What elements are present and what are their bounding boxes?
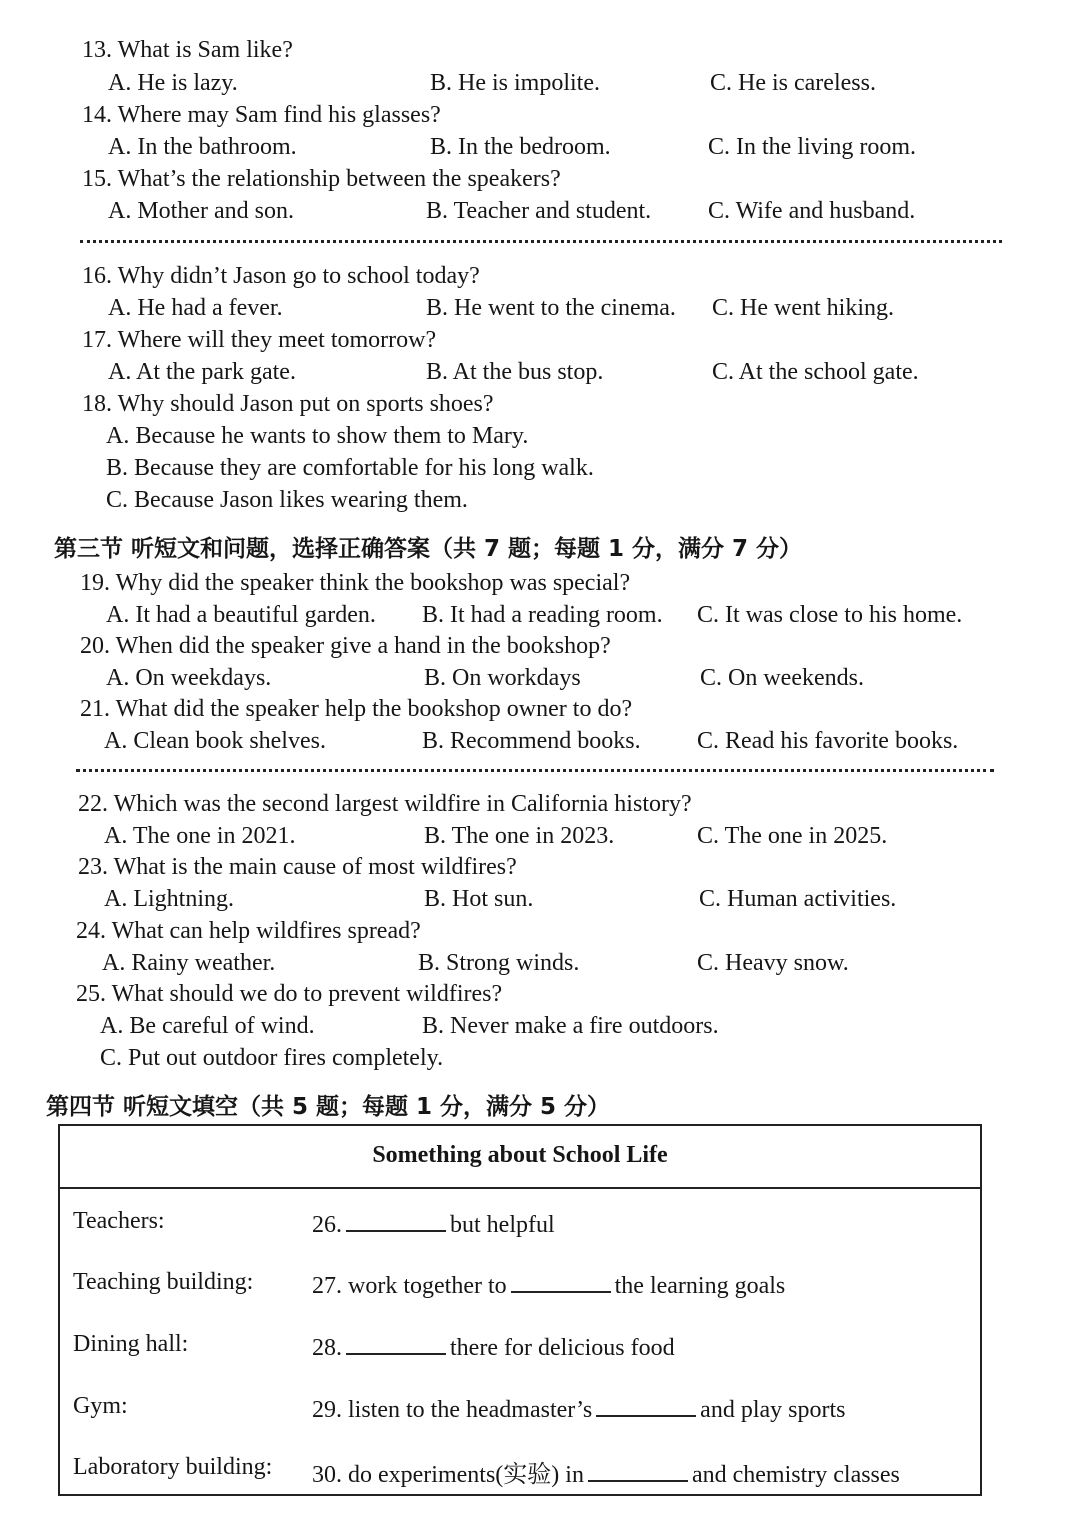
- answer-blank-26[interactable]: [346, 1208, 446, 1232]
- question-21: 21. What did the speaker help the bookshop owner to do?: [80, 696, 633, 722]
- question-22: 22. Which was the second largest wildfire in California history?: [78, 791, 692, 817]
- question-19: 19. Why did the speaker think the bookshop was special?: [80, 570, 631, 596]
- row-label-gym: Gym:: [73, 1393, 128, 1419]
- q14-option-b: B. In the bedroom.: [430, 134, 611, 160]
- q17-option-b: B. At the bus stop.: [426, 359, 604, 385]
- q15-option-c: C. Wife and husband.: [708, 198, 916, 224]
- q24-option-b: B. Strong winds.: [418, 950, 580, 976]
- q23-option-c: C. Human activities.: [699, 886, 897, 912]
- row-fill-28: [312, 1331, 675, 1362]
- row-label-teaching-building: Teaching building:: [73, 1269, 254, 1295]
- fill-27-suffix: the learning goals: [614, 1273, 786, 1299]
- question-16: 16. Why didn’t Jason go to school today?: [82, 263, 480, 289]
- answer-blank-28[interactable]: [346, 1331, 446, 1355]
- answer-blank-27[interactable]: [511, 1269, 611, 1293]
- q19-option-c: C. It was close to his home.: [697, 602, 963, 628]
- q19-option-b: B. It had a reading room.: [422, 602, 663, 628]
- row-fill-27: [312, 1269, 785, 1300]
- q21-option-b: B. Recommend books.: [422, 728, 641, 754]
- row-label-teachers: Teachers:: [73, 1208, 165, 1234]
- q16-option-a: A. He had a fever.: [108, 295, 283, 321]
- q13-option-b: B. He is impolite.: [430, 70, 600, 96]
- question-24: 24. What can help wildfires spread?: [76, 918, 421, 944]
- dotted-divider-1: [80, 240, 1002, 243]
- q22-option-a: A. The one in 2021.: [104, 823, 296, 849]
- q25-option-c: C. Put out outdoor fires completely.: [100, 1045, 444, 1071]
- question-14: 14. Where may Sam find his glasses?: [82, 102, 441, 128]
- fill-28-prefix: 28.: [312, 1335, 342, 1361]
- question-18: 18. Why should Jason put on sports shoes?: [82, 391, 494, 417]
- fill-28-suffix: there for delicious food: [450, 1335, 675, 1361]
- q18-option-b: B. Because they are comfortable for his long walk.: [106, 455, 594, 481]
- q18-option-c: C. Because Jason likes wearing them.: [106, 487, 468, 513]
- q13-option-c: C. He is careless.: [710, 70, 876, 96]
- q21-option-c: C. Read his favorite books.: [697, 728, 959, 754]
- question-23: 23. What is the main cause of most wildfires?: [78, 854, 517, 880]
- q25-option-b: B. Never make a fire outdoors.: [422, 1013, 719, 1039]
- q19-option-a: A. It had a beautiful garden.: [106, 602, 376, 628]
- question-17: 17. Where will they meet tomorrow?: [82, 327, 437, 353]
- q23-option-b: B. Hot sun.: [424, 886, 534, 912]
- row-fill-29: [312, 1393, 845, 1424]
- q24-option-a: A. Rainy weather.: [102, 950, 276, 976]
- fill-30-suffix: and chemistry classes: [691, 1462, 900, 1488]
- q16-option-b: B. He went to the cinema.: [426, 295, 676, 321]
- fill-29-prefix: 29. listen to the headmaster’s: [312, 1397, 593, 1423]
- q15-option-a: A. Mother and son.: [108, 198, 294, 224]
- fill-30-prefix: 30. do experiments(实验) in: [312, 1462, 584, 1488]
- fill-29-suffix: and play sports: [700, 1397, 846, 1423]
- q22-option-c: C. The one in 2025.: [697, 823, 888, 849]
- dotted-divider-2: [76, 769, 994, 772]
- q20-option-b: B. On workdays: [424, 665, 581, 691]
- answer-blank-30[interactable]: [588, 1458, 688, 1482]
- row-fill-30: [312, 1454, 900, 1489]
- school-life-table: [58, 1124, 982, 1496]
- q24-option-c: C. Heavy snow.: [697, 950, 849, 976]
- q16-option-c: C. He went hiking.: [712, 295, 894, 321]
- q23-option-a: A. Lightning.: [104, 886, 234, 912]
- section-3-heading: 第三节 听短文和问题，选择正确答案（共 7 题；每题 1 分，满分 7 分）: [54, 536, 803, 562]
- section-4-heading: 第四节 听短文填空（共 5 题；每题 1 分，满分 5 分）: [46, 1094, 611, 1120]
- table-title: Something about School Life: [372, 1142, 668, 1168]
- fill-27-prefix: 27. work together to: [312, 1273, 507, 1299]
- fill-26-suffix: but helpful: [450, 1212, 555, 1238]
- q20-option-c: C. On weekends.: [700, 665, 864, 691]
- row-label-dining-hall: Dining hall:: [73, 1331, 189, 1357]
- question-25: 25. What should we do to prevent wildfires?: [76, 981, 503, 1007]
- q17-option-c: C. At the school gate.: [712, 359, 919, 385]
- q13-option-a: A. He is lazy.: [108, 70, 238, 96]
- question-20: 20. When did the speaker give a hand in the bookshop?: [80, 633, 611, 659]
- table-header: [60, 1126, 980, 1189]
- q22-option-b: B. The one in 2023.: [424, 823, 615, 849]
- question-15: 15. What’s the relationship between the speakers?: [82, 166, 561, 192]
- q14-option-c: C. In the living room.: [708, 134, 916, 160]
- fill-26-prefix: 26.: [312, 1212, 342, 1238]
- answer-blank-29[interactable]: [596, 1393, 696, 1417]
- q18-option-a: A. Because he wants to show them to Mary.: [106, 423, 529, 449]
- row-fill-26: [312, 1208, 555, 1239]
- q20-option-a: A. On weekdays.: [106, 665, 272, 691]
- question-13: 13. What is Sam like?: [82, 37, 293, 63]
- q15-option-b: B. Teacher and student.: [426, 198, 652, 224]
- q25-option-a: A. Be careful of wind.: [100, 1013, 315, 1039]
- q21-option-a: A. Clean book shelves.: [104, 728, 326, 754]
- row-label-laboratory-building: Laboratory building:: [73, 1454, 273, 1480]
- q14-option-a: A. In the bathroom.: [108, 134, 297, 160]
- q17-option-a: A. At the park gate.: [108, 359, 296, 385]
